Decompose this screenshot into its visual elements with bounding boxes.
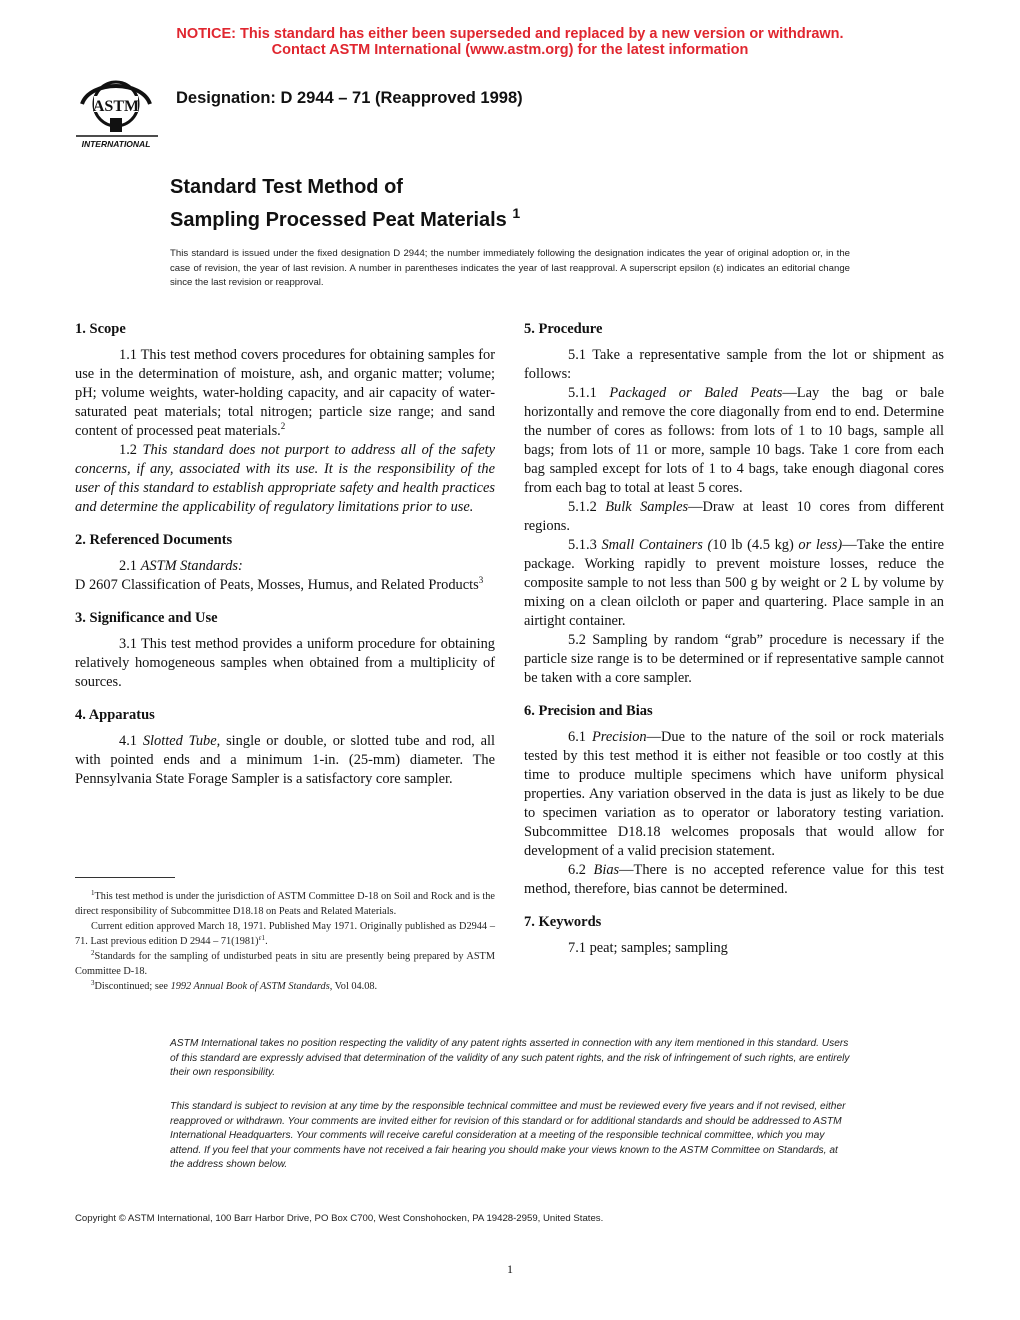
scope-1-2-text: This standard does not purport to address all of the safety concerns, if any, associated with its use. It is the responsibility of the user of this standard to establish appropriate safety and health practices and determine the applicability of regulatory limitations prior to use. <box>75 442 495 515</box>
section-procedure <box>524 318 944 688</box>
footnote-1-edition <box>75 919 495 949</box>
scope-1-2-num: 1.2 <box>119 442 137 458</box>
title-line-2-text: Sampling Processed Peat Materials <box>170 209 507 231</box>
keywords-heading: 7. Keywords <box>524 914 602 930</box>
precision-6-1-text: —Due to the nature of the soil or rock materials tested by this test method it is either not feasible or too costly at this time to produce multiple specimens which have uniform physical properties. Any variation observed in the data is just as likely to be due to specimen variation as to operator or laboratory testing variation. Subcommittee D18.18 welcomes proposals that would allow for development of a valid precision statement. <box>524 729 944 859</box>
precision-6-1-term: Precision <box>591 729 647 745</box>
footnote-ref-2[interactable]: 2 <box>280 421 286 431</box>
precision-6-2-term: Bias <box>593 862 620 878</box>
procedure-5-1-3-num: 5.1.3 <box>568 537 597 553</box>
referenced-2-1-num: 2.1 <box>119 558 137 574</box>
patent-disclaimer: ASTM International takes no position respecting the validity of any patent rights asserted in connection with any item mentioned in this standard. Users of this standard are expressly advised that determination of the validity of any such patent rights, and the risk of infringement of such rights, are entirely their own responsibility. <box>170 1038 850 1078</box>
footnote-3-text-b: , Vol 04.08. <box>329 981 378 992</box>
footnote-1 <box>75 889 495 919</box>
precision-6-2-num: 6.2 <box>568 862 586 878</box>
footnote-3 <box>75 979 495 994</box>
footnote-1-text: This test method is under the jurisdiction of ASTM Committee D-18 on Soil and Rock and is the direct responsibility of Subcommittee D18.18 on Peats and Related Materials. <box>75 891 495 917</box>
scope-1-1-text: 1.1 This test method covers procedures for obtaining samples for use in the determination of moisture, ash, and organic matter; volume; pH; volume weights, water-holding capacity, and air capacity of water-saturated peat materials; total nitrogen; particle size range; and sand content of processed peat materials. <box>75 347 495 439</box>
apparatus-heading: 4. Apparatus <box>75 707 155 723</box>
footnote-1-epsilon: ε1 <box>258 934 266 942</box>
procedure-5-1-2-num: 5.1.2 <box>568 499 597 515</box>
footnote-2-text: Standards for the sampling of undisturbed peats in situ are presently being prepared by ASTM Committee D-18. <box>75 951 495 977</box>
issued-note: This standard is issued under the fixed designation D 2944; the number immediately following the designation indicates the year of original adoption or, in the case of revision, the year of last revision. A number in parentheses indicates the year of last reapproval. A superscript epsilon (ε) indicates an editorial change since the last revision or reapproval. <box>170 248 850 288</box>
logo-international: INTERNATIONAL <box>81 139 151 149</box>
right-column <box>524 318 944 970</box>
astm-logo <box>72 74 162 150</box>
referenced-heading: 2. Referenced Documents <box>75 532 233 548</box>
procedure-5-2: 5.2 Sampling by random “grab” procedure is necessary if the particle size range is to be determined or if representative sample cannot be taken with a core sampler. <box>524 632 944 686</box>
referenced-2-1 <box>75 557 495 576</box>
logo-letters: ASTM <box>92 98 140 115</box>
footnote-2 <box>75 949 495 979</box>
d2607-text: D 2607 Classification of Peats, Mosses, Humus, and Related Products <box>75 577 479 593</box>
precision-6-2-text: —There is no accepted reference value for this test method, therefore, bias cannot be determined. <box>524 862 944 897</box>
withdrawal-notice <box>0 26 1020 58</box>
title-line-1: Standard Test Method of <box>170 176 403 198</box>
copyright: Copyright © ASTM International, 100 Barr Harbor Drive, PO Box C700, West Conshohocken, PA 19428-2959, United States. <box>75 1213 604 1224</box>
procedure-5-1-1 <box>524 384 944 498</box>
referenced-2-1-label: ASTM Standards: <box>140 558 243 574</box>
apparatus-4-1-term: Slotted Tube, <box>142 733 221 749</box>
significance-3-1: 3.1 This test method provides a uniform procedure for obtaining relatively homogeneous samples when obtained from a multiplicity of sources. <box>75 636 495 690</box>
precision-6-1 <box>524 728 944 861</box>
procedure-5-1-3-text: —Take the entire package. Working rapidly to prevent moisture losses, reduce the composite sample to not less than 500 g by weight or 2 L by volume by mixing on a clean oilcloth or paper and quartering. Place sample in an airtight container. <box>524 537 944 629</box>
keywords-7-1: 7.1 peat; samples; sampling <box>568 940 728 956</box>
title-line-2 <box>170 200 520 233</box>
footnote-1-edition-end: . <box>265 936 268 947</box>
notice-line-2: Contact ASTM International (www.astm.org) for the latest information <box>271 42 749 58</box>
section-scope <box>75 318 495 517</box>
scope-1-1 <box>75 346 495 441</box>
procedure-5-1-3-mid: 10 lb (4.5 kg) <box>712 537 794 553</box>
astm-logo-icon <box>72 74 162 150</box>
significance-heading: 3. Significance and Use <box>75 610 218 626</box>
designation: Designation: D 2944 – 71 (Reapproved 1998) <box>176 89 523 107</box>
precision-6-1-num: 6.1 <box>568 729 586 745</box>
document-title <box>170 174 520 233</box>
section-referenced-documents <box>75 529 495 595</box>
procedure-5-1-2 <box>524 498 944 536</box>
footnotes <box>75 889 495 994</box>
section-apparatus <box>75 704 495 789</box>
procedure-5-1-2-term: Bulk Samples <box>605 499 689 515</box>
procedure-5-1-1-text: —Lay the bag or bale horizontally and remove the core diagonally from end to end. Determine the number of cores as follows: from lots of 1 to 10 bags, sample all bags; from lots of 11 or more, sample 10 bags. Take 1 core from each bag sampled except for lots of 1 to 4 bags, take enough diagonal cores from each bag to total at least 5 cores. <box>524 385 944 496</box>
footnote-3-book: 1992 Annual Book of ASTM Standards <box>170 981 330 992</box>
referenced-d2607 <box>75 576 495 595</box>
procedure-5-1-2-text: —Draw at least 10 cores from different regions. <box>524 499 944 534</box>
section-precision-bias <box>524 700 944 899</box>
title-footnote-ref[interactable]: 1 <box>512 205 521 221</box>
footnote-divider <box>75 877 175 878</box>
scope-heading: 1. Scope <box>75 321 126 337</box>
apparatus-4-1-text: single or double, or slotted tube and rod, all with pointed ends and a minimum 1-in. (25-mm) diameter. The Pennsylvania State Forage Sampler is a satisfactory core sampler. <box>75 733 495 787</box>
procedure-5-1-1-num: 5.1.1 <box>568 385 597 401</box>
footnote-3-num: 3 <box>91 979 95 987</box>
procedure-5-1-3-term-b: or less) <box>793 537 843 553</box>
revision-notice: This standard is subject to revision at any time by the responsible technical committee and must be reviewed every five years and if not revised, either reapproved or withdrawn. Your comments are invited either for revision of this standard or for additional standards and should be addressed to ASTM International Headquarters. Your comments will receive careful consideration at a meeting of the responsible technical committee, which you may attend. If you feel that your comments have not received a fair hearing you should make your views known to the ASTM Committee on Standards, at the address shown below. <box>170 1101 846 1170</box>
scope-1-2 <box>75 441 495 517</box>
precision-6-2 <box>524 861 944 899</box>
left-column <box>75 318 495 801</box>
section-significance <box>75 607 495 692</box>
footnote-2-num: 2 <box>91 949 95 957</box>
footnote-1-edition-text: Current edition approved March 18, 1971. Published May 1971. Originally published as D2944 – 71. Last previous edition D 2944 – 71(1981) <box>75 921 495 947</box>
procedure-5-1-3 <box>524 536 944 631</box>
section-keywords <box>524 911 944 958</box>
page-number: 1 <box>507 1262 513 1276</box>
notice-line-1: NOTICE: This standard has either been superseded and replaced by a new version or withdrawn. <box>176 26 844 42</box>
apparatus-4-1-num: 4.1 <box>119 733 137 749</box>
precision-heading: 6. Precision and Bias <box>524 703 653 719</box>
procedure-heading: 5. Procedure <box>524 321 603 337</box>
footnote-3-text-a: Discontinued; see <box>94 981 171 992</box>
footnote-ref-3[interactable]: 3 <box>478 575 484 585</box>
procedure-5-1: 5.1 Take a representative sample from the lot or shipment as follows: <box>524 347 944 382</box>
apparatus-4-1 <box>75 732 495 789</box>
procedure-5-1-1-term: Packaged or Baled Peats <box>609 385 783 401</box>
footnote-1-num: 1 <box>91 889 95 897</box>
procedure-5-1-3-term-a: Small Containers ( <box>601 537 713 553</box>
